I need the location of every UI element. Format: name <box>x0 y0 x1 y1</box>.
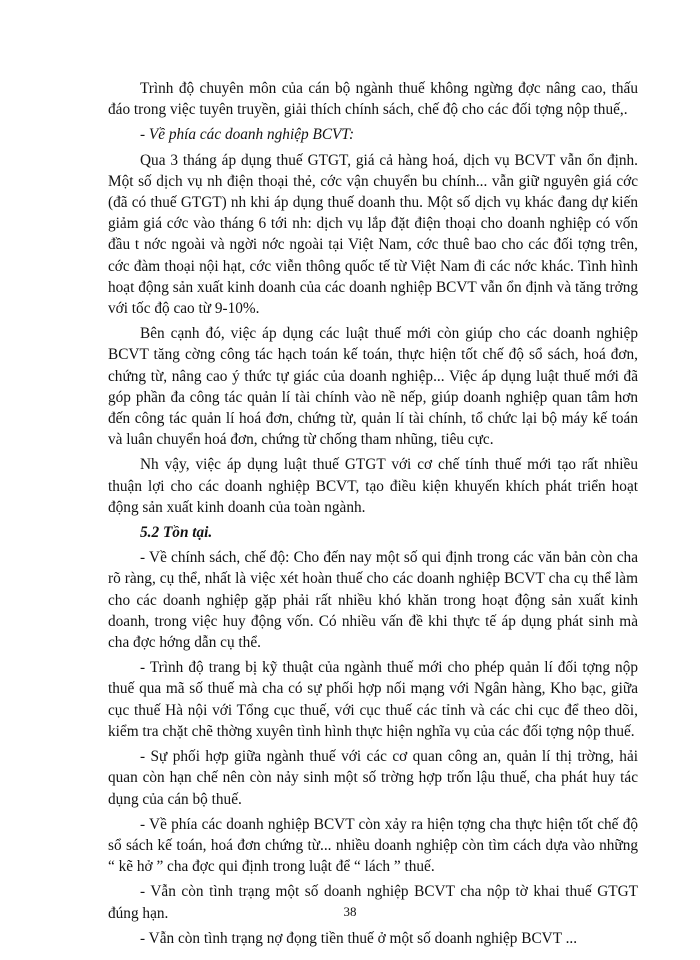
document-body <box>108 78 638 953</box>
paragraph-policy-issues: - Về chính sách, chế độ: Cho đến nay một số qui định trong các văn bản còn cha rõ ràng, cụ thể, nhất là việc xét hoàn thuế cho các doanh nghiệp BCVT cha cụ thể làm cho các doanh nghiệp gặp phải rất nhiều khó khăn trong hoạt động sản xuất kinh doanh, trong việc huy động vốn. Có nhiều vấn đề khi thực tế áp dụng phát sinh mà cha đợc hớng dẫn cụ thể. <box>108 549 638 652</box>
section-heading-ton-tai: 5.2 Tồn tại. <box>140 524 213 542</box>
paragraph-staff-qualification: Trình độ chuyên môn của cán bộ ngành thuế không ngừng đợc nâng cao, thấu đáo trong việc tuyên truyền, giải thích chính sách, chế độ cho các đối tợng nộp thuế,. <box>108 80 638 119</box>
paragraph-technical-equipment: - Trình độ trang bị kỹ thuật của ngành thuế mới cho phép quản lí đối tợng nộp thuế qua mã số thuế mà cha có sự phối hợp nối mạng với Ngân hàng, Kho bạc, giữa cục thuế Hà nội với Tổng cục thuế, với cục thuế các tỉnh và các chi cục để theo dõi, kiểm tra chặt chẽ thờng xuyên tình hình thực hiện nghĩa vụ của các đối tợng nộp thuế. <box>108 659 638 740</box>
paragraph-accounting-benefits: Bên cạnh đó, việc áp dụng các luật thuế mới còn giúp cho các doanh nghiệp BCVT tăng cờng công tác hạch toán kế toán, thực hiện tốt chế độ sổ sách, hoá đơn, chứng từ, nâng cao ý thức tự giác của doanh nghiệp... Việc áp dụng luật thuế mới đã góp phần đa công tác quản lí tài chính vào nề nếp, giúp doanh nghiệp quan tâm hơn đến công tác quản lí hoá đơn, chứng từ, quản lí tài chính, tổ chức lại bộ máy kế toán và luân chuyển hoá đơn, chứng từ chống tham nhũng, tiêu cực. <box>108 325 638 449</box>
page-number: 38 <box>343 904 357 919</box>
paragraph-late-declaration: - Vẫn còn tình trạng một số doanh nghiệp BCVT cha nộp tờ khai thuế GTGT đúng hạn. <box>108 883 638 922</box>
paragraph-tax-debt: - Vẫn còn tình trạng nợ đọng tiền thuế ở một số doanh nghiệp BCVT ... <box>140 929 578 947</box>
paragraph-enterprise-compliance: - Về phía các doanh nghiệp BCVT còn xảy ra hiện tợng cha thực hiện tốt chế độ sổ sách kế toán, hoá đơn chứng từ... nhiều doanh nghiệp còn tìm cách dựa vào những “ kẽ hở ” cha đợc qui định trong luật để “ lách ” thuế. <box>108 815 638 876</box>
paragraph-conclusion: Nh vậy, việc áp dụng luật thuế GTGT với cơ chế tính thuế mới tạo rất nhiều thuận lợi cho các doanh nghiệp BCVT, tạo điều kiện khuyến khích phát triển hoạt động sản xuất kinh doanh của toàn ngành. <box>108 456 638 516</box>
subheading-enterprises: - Về phía các doanh nghiệp BCVT: <box>140 126 355 144</box>
paragraph-price-stability: Qua 3 tháng áp dụng thuế GTGT, giá cả hàng hoá, dịch vụ BCVT vẫn ổn định. Một số dịch vụ nh điện thoại thẻ, cớc vận chuyển bu chính... vẫn giữ nguyên giá cớc (đã có thuế GTGT) nh khi áp dụng thuế doanh thu. Một số dịch vụ khác đang dự kiến giảm giá cớc vào tháng 6 tới nh: dịch vụ lắp đặt điện thoại cho doanh nghiệp có vốn đầu t nớc ngoài và ngời nớc ngoài tại Việt Nam, cớc thuê bao cho các đối tợng trên, cớc đàm thoại nội hạt, cớc viễn thông quốc tế từ Việt Nam đi các nớc khác. Tình hình hoạt động sản xuất kinh doanh của các doanh nghiệp BCVT vẫn ổn định và tăng trởng với tốc độ cao từ 9-10%. <box>108 151 638 318</box>
paragraph-agency-coordination: - Sự phối hợp giữa ngành thuế với các cơ quan công an, quản lí thị trờng, hải quan còn hạn chế nên còn nảy sinh một số trờng hợp trốn lậu thuế, cha phát huy tác dụng của cán bộ thuế. <box>108 748 638 808</box>
